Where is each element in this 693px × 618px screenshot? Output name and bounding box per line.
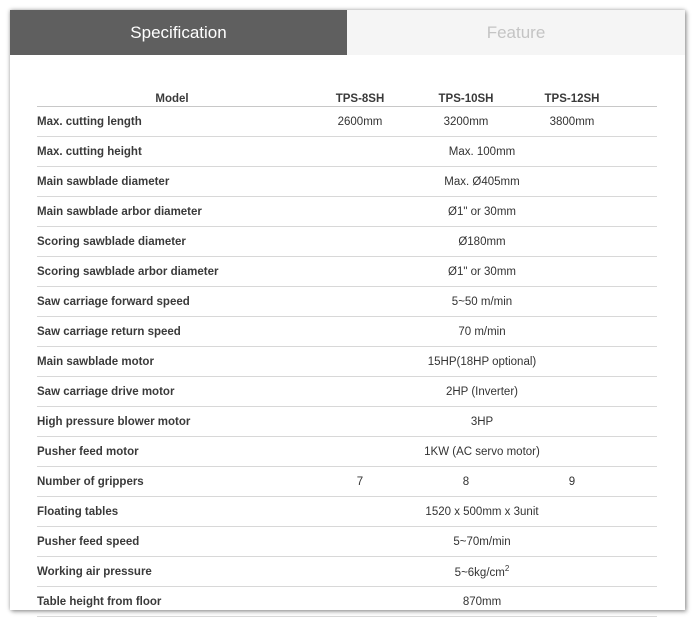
tab-feature[interactable]: Feature — [347, 10, 685, 55]
header-tps-8sh: TPS-8SH — [335, 93, 385, 105]
table-row — [37, 317, 657, 347]
row-value: 5~70m/min — [453, 535, 511, 548]
row-label: Max. cutting length — [37, 115, 142, 128]
header-tps-12sh: TPS-12SH — [544, 93, 600, 105]
spec-panel — [10, 10, 685, 610]
cell-tps-8sh: 2600mm — [337, 115, 383, 128]
table-row — [37, 587, 657, 617]
row-value: 5~50 m/min — [451, 295, 513, 308]
cell-tps-12sh: 9 — [568, 475, 576, 488]
table-row — [37, 557, 657, 587]
table-row — [37, 287, 657, 317]
row-label: Saw carriage forward speed — [37, 295, 190, 308]
row-value: 3HP — [470, 415, 494, 428]
cell-tps-10sh: 8 — [462, 475, 470, 488]
row-value: Ø1" or 30mm — [448, 205, 516, 218]
table-row — [37, 137, 657, 167]
table-row — [37, 167, 657, 197]
table-row — [37, 467, 657, 497]
superscript-2: 2 — [504, 564, 510, 574]
row-value: Max. Ø405mm — [444, 175, 520, 188]
row-label: Max. cutting height — [37, 145, 142, 158]
row-label: Working air pressure — [37, 565, 152, 578]
table-row — [37, 197, 657, 227]
row-label: Saw carriage return speed — [37, 325, 181, 338]
row-label: High pressure blower motor — [37, 415, 191, 428]
row-value: Ø1" or 30mm — [448, 265, 516, 278]
row-label: Saw carriage drive motor — [37, 385, 175, 398]
row-label: Pusher feed speed — [37, 535, 140, 548]
table-row — [37, 377, 657, 407]
row-label: Table height from floor — [37, 595, 162, 608]
row-label: Scoring sawblade diameter — [37, 235, 186, 248]
row-label: Main sawblade diameter — [37, 175, 170, 188]
row-label: Pusher feed motor — [37, 445, 139, 458]
row-value: 1520 x 500mm x 3unit — [425, 505, 539, 518]
cell-tps-12sh: 3800mm — [549, 115, 595, 128]
table-row — [37, 407, 657, 437]
row-value: 1KW (AC servo motor) — [424, 445, 540, 458]
spec-table — [37, 84, 657, 617]
table-header — [37, 84, 657, 107]
table-row — [37, 227, 657, 257]
row-value: 2HP (Inverter) — [445, 385, 518, 398]
row-label: Main sawblade motor — [37, 355, 154, 368]
table-row — [37, 107, 657, 137]
header-model: Model — [155, 93, 189, 105]
table-row — [37, 497, 657, 527]
cell-tps-10sh: 3200mm — [443, 115, 489, 128]
row-value: 70 m/min — [458, 325, 506, 338]
tab-bar — [10, 10, 685, 55]
row-value: Ø180mm — [458, 235, 506, 248]
table-row — [37, 347, 657, 377]
row-value: 870mm — [462, 595, 502, 608]
row-label: Floating tables — [37, 505, 119, 518]
row-label: Number of grippers — [37, 475, 144, 488]
row-value — [307, 564, 657, 579]
row-label: Scoring sawblade arbor diameter — [37, 265, 219, 278]
row-label: Main sawblade arbor diameter — [37, 205, 202, 218]
table-row — [37, 437, 657, 467]
table-row — [37, 527, 657, 557]
table-row — [37, 257, 657, 287]
air-pressure-value: 5~6kg/cm — [454, 566, 505, 579]
row-value: Max. 100mm — [448, 145, 516, 158]
tab-specification[interactable]: Specification — [10, 10, 347, 55]
row-value: 15HP(18HP optional) — [427, 355, 537, 368]
header-tps-10sh: TPS-10SH — [438, 93, 494, 105]
cell-tps-8sh: 7 — [356, 475, 364, 488]
